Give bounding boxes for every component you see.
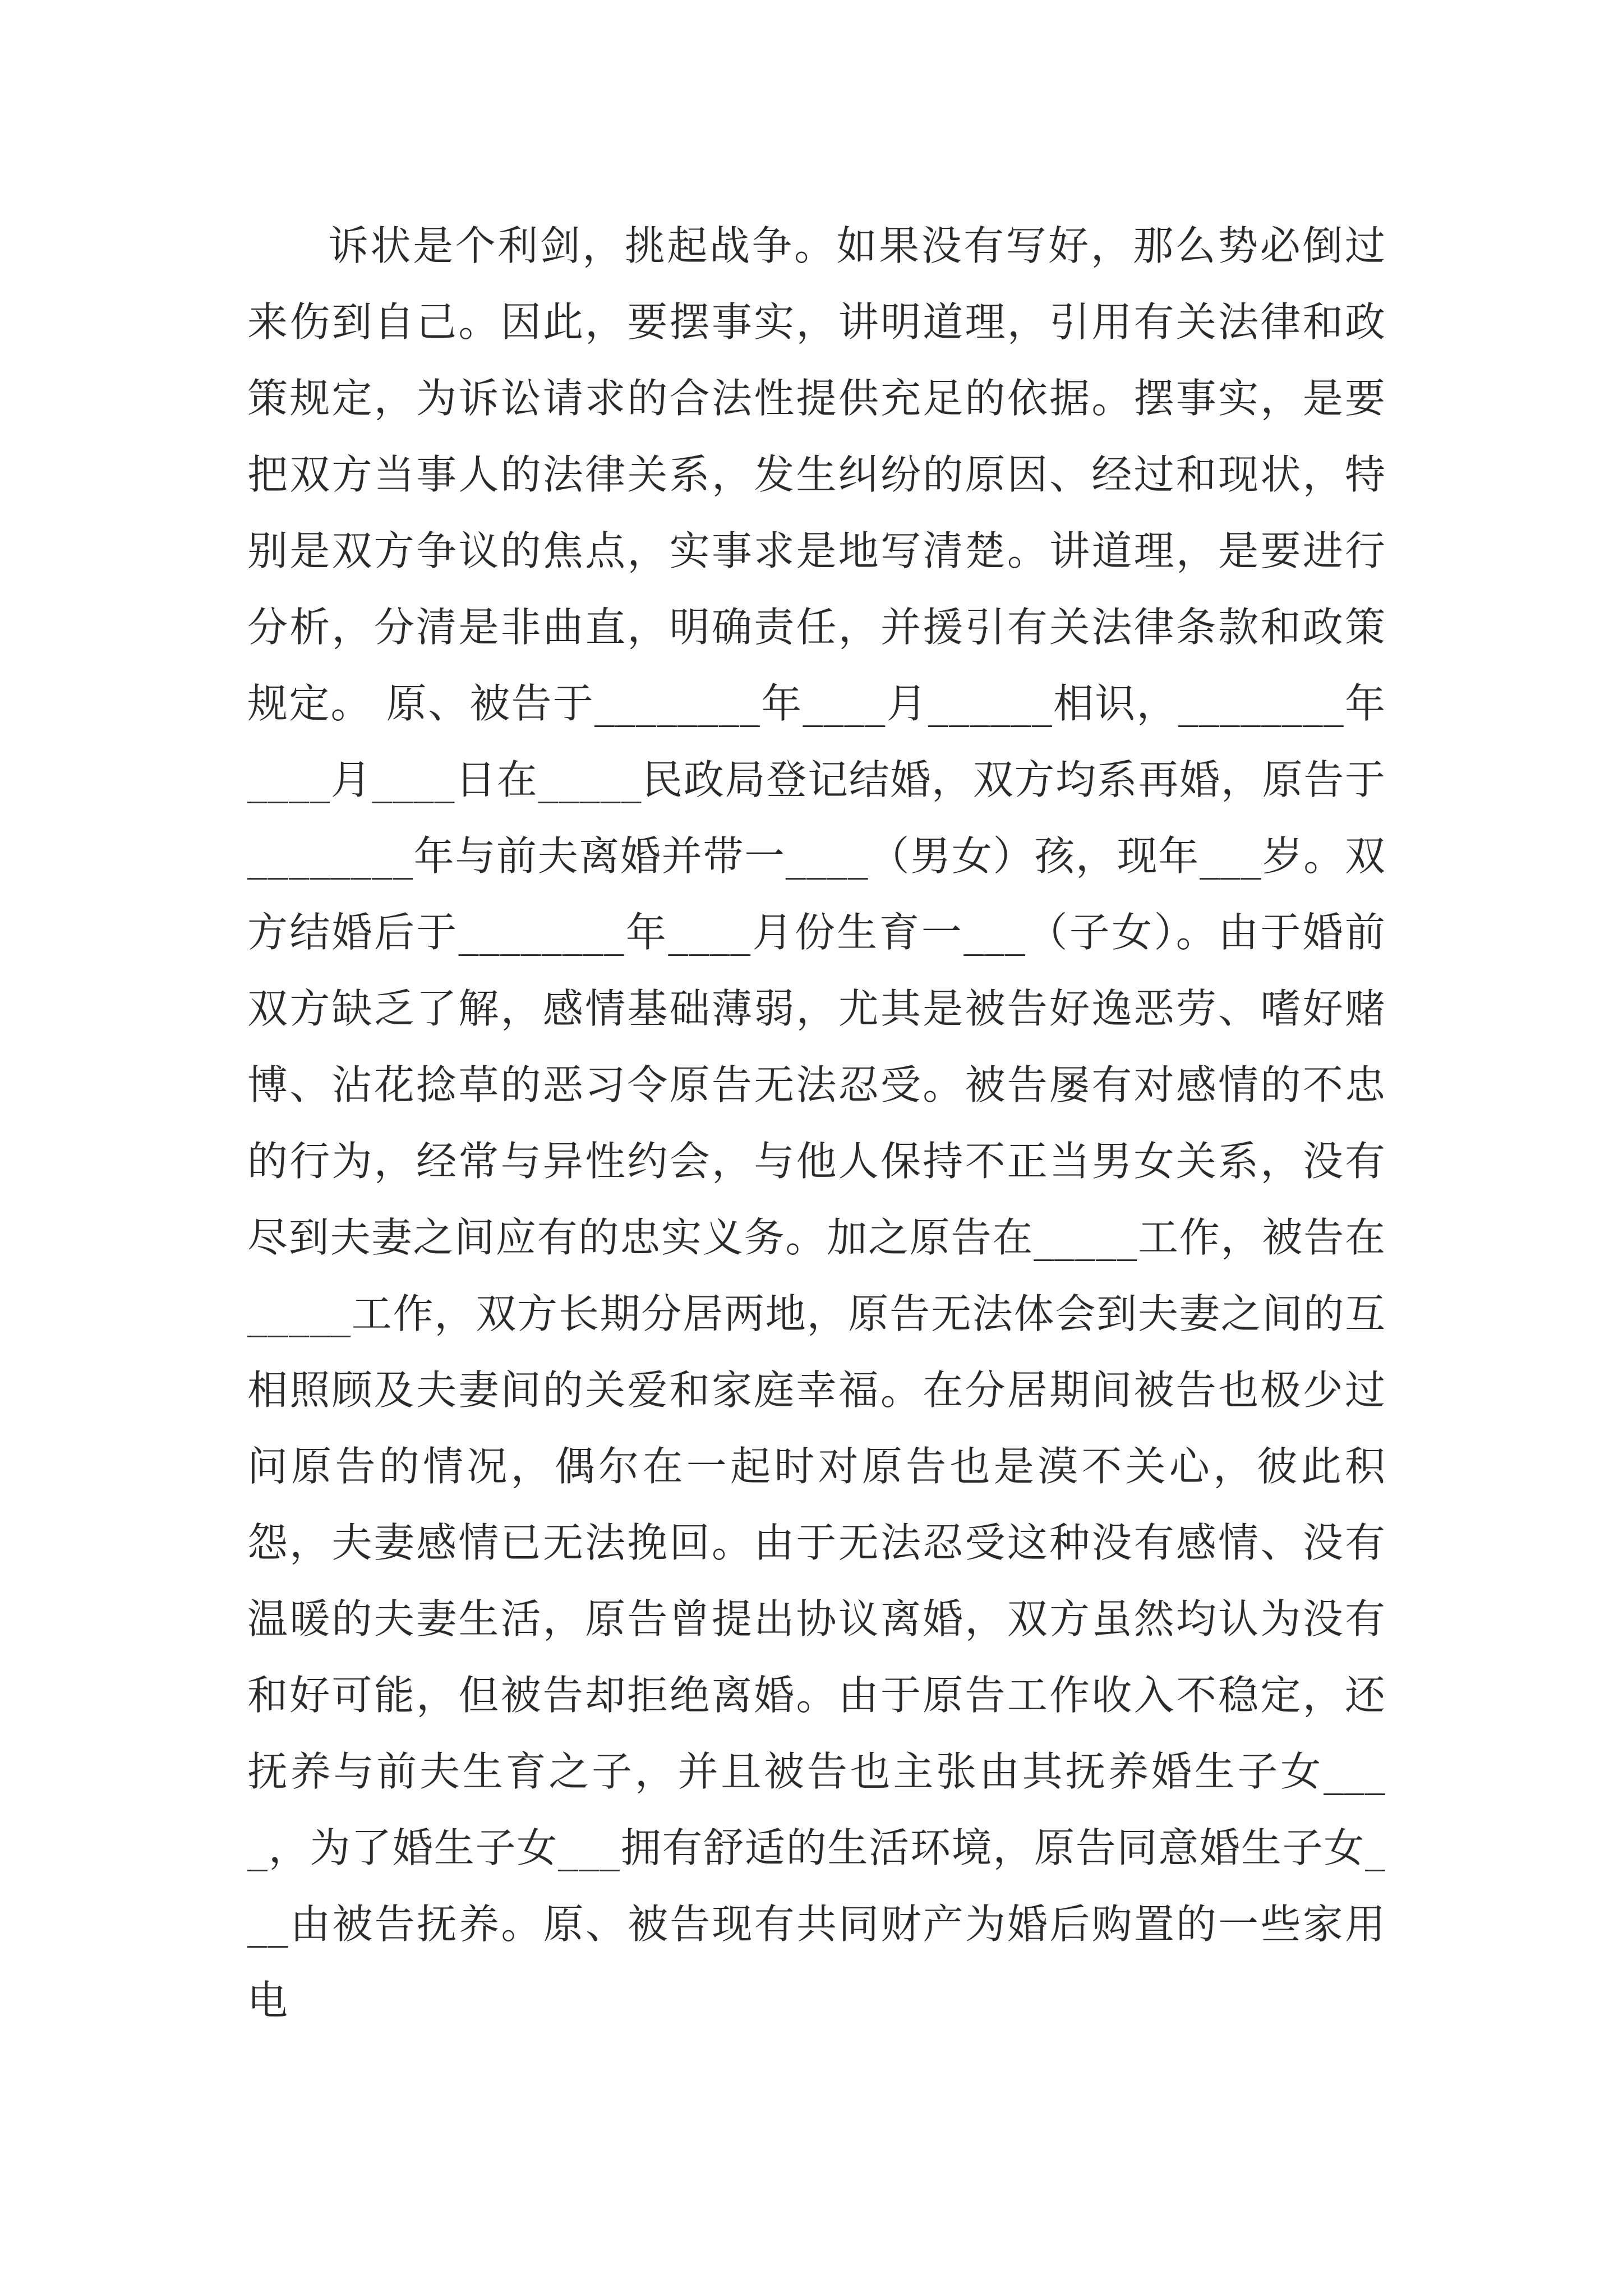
text-line: 分居两地，原告无法体会到夫妻之间的互相照顾及夫妻间的 — [247, 1290, 1386, 1414]
text-line: 和政策规定，为诉讼请求的合法性提供充足的依据。摆事实， — [247, 298, 1386, 422]
text-line: 但被告却拒绝离婚。由于原告工作收入不稳定，还抚养与前 — [247, 1672, 1386, 1795]
text-line: 与他人保持不正当男女关系，没有尽到夫妻之间应有的忠实 — [247, 1138, 1386, 1261]
text-line: 义务。加之原告在_____工作，被告在_____工作，双方长期 — [247, 1214, 1386, 1337]
text-line: 被告抚养。原、被告现有共同财产为婚后购置的一些家用电 — [247, 1901, 1386, 2024]
text-line: 过来伤到自己。因此，要摆事实，讲明道理，引用有关法律 — [247, 222, 1386, 346]
text-line: 活，原告曾提出协议离婚，双方虽然均认为没有和好可能， — [247, 1595, 1386, 1719]
text-line: 识，________年____月____日在_____民政局登记结婚，双 — [247, 680, 1386, 803]
body-paragraph — [247, 208, 1386, 2039]
text-line: 关爱和家庭幸福。在分居期间被告也极少过问原告的情况， — [247, 1366, 1386, 1490]
text-line: 偶尔在一起时对原告也是漠不关心，彼此积怨，夫妻感情已 — [247, 1443, 1386, 1566]
text-line: 法忍受。被告屡有对感情的不忠的行为，经常与异性约会， — [247, 1061, 1386, 1185]
text-line: 无法挽回。由于无法忍受这种没有感情、没有温暖的夫妻生 — [247, 1519, 1386, 1642]
text-line: 方均系再婚，原告于________年与前夫离婚并带一____（男 — [247, 756, 1386, 880]
text-line: 是要把双方当事人的法律关系，发生纠纷的原因、经过和现 — [247, 375, 1386, 498]
text-line: 育一___（子女）。由于婚前双方缺乏了解，感情基础薄弱， — [247, 909, 1386, 1032]
text-line: 尤其是被告好逸恶劳、嗜好赌博、沾花捻草的恶习令原告无 — [247, 985, 1386, 1108]
text-line: 女）孩，现年___岁。双方结婚后于________年____月份生 — [247, 832, 1386, 956]
text-line: 婚生子女___拥有舒适的生活环境，原告同意婚生子女___由 — [247, 1824, 1386, 1948]
text-line: 条款和政策规定。 原、被告于________年____月______相 — [247, 604, 1386, 727]
text-line: 是要进行分析，分清是非曲直，明确责任，并援引有关法律 — [247, 527, 1386, 651]
text-line: 诉状是个利剑，挑起战争。如果没有写好，那么势必倒 — [328, 222, 1345, 269]
text-line: 夫生育之子，并且被告也主张由其抚养婚生子女____，为了 — [247, 1748, 1386, 1871]
text-line: 状，特别是双方争议的焦点，实事求是地写清楚。讲道理， — [247, 451, 1386, 574]
